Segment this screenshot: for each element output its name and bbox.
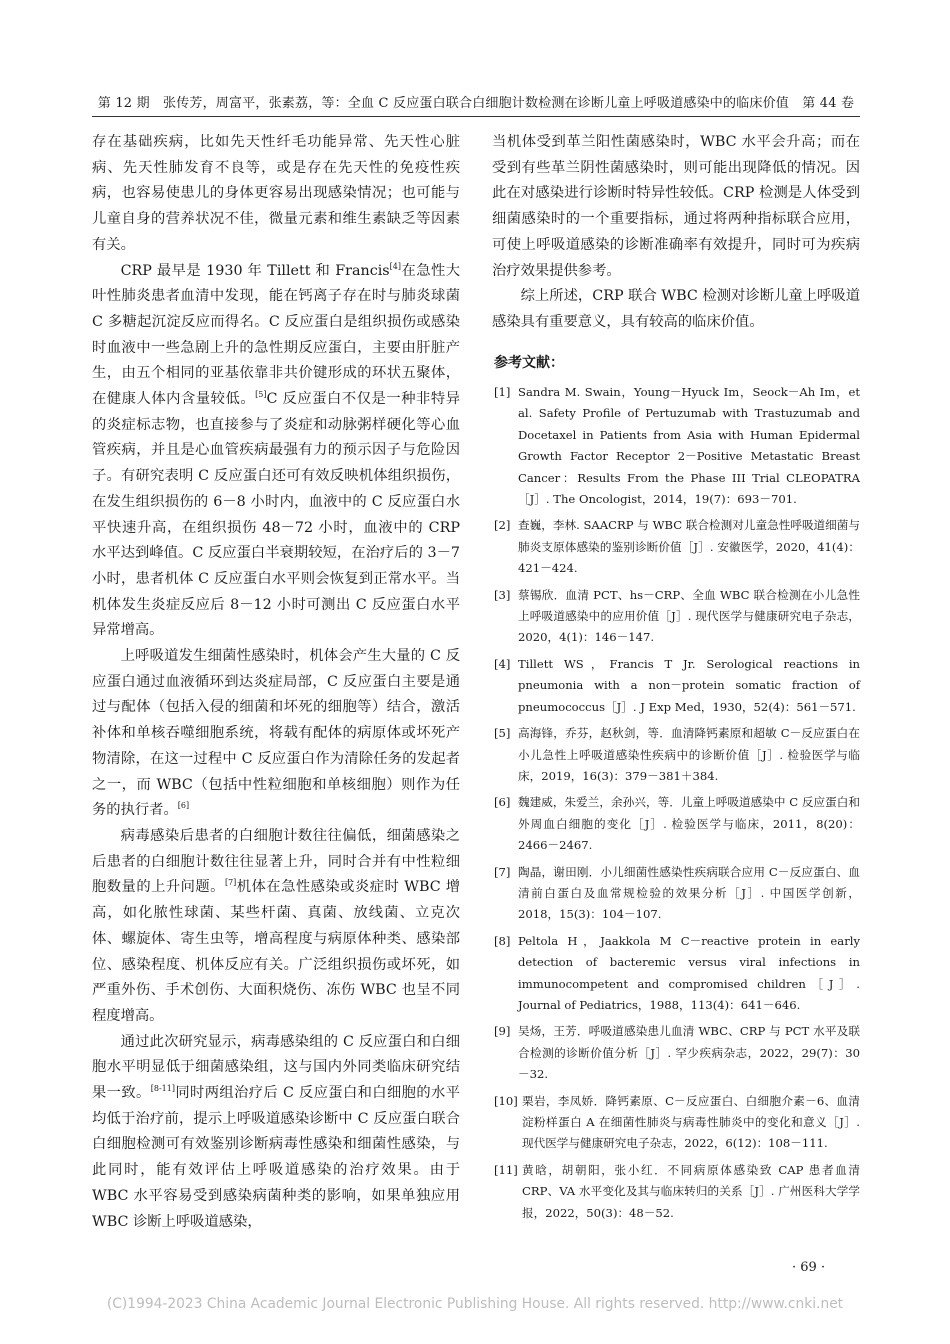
reference-item xyxy=(494,862,860,926)
reference-number: [3] xyxy=(494,587,511,602)
reference-text: Peltola H，Jaakkola M C－reactive protein in early detection of bacteremic versus viral infections in immunocompetent and compromised children［J］. Journal of Pediatrics，1988，113(4)：641－646. xyxy=(518,933,860,1012)
reference-number: [4] xyxy=(494,656,511,671)
body-paragraph xyxy=(92,824,460,1030)
citation: [6] xyxy=(177,801,190,811)
text-span: 机体在急性感染或炎症时 WBC 增高，如化脓性球菌、某些杆菌、真菌、放线菌、立克次体、螺旋体、寄生虫等，增高程度与病原体种类、感染部位、感染程度、机体反应有关。广泛组织损伤或坏死，如严重外伤、手术创伤、大面积烧伤、冻伤 WBC 也呈不同程度增高。 xyxy=(92,879,461,1024)
reference-number: [10] xyxy=(494,1093,518,1108)
text-span: CRP 最早是 1930 年 Tillett 和 Francis xyxy=(120,262,390,279)
text-span: 病毒感染后患者的白细胞计数往往偏低，细菌感染之后患者的白细胞计数往往显著上升，同时合并有中性粒细胞数量的上升问题。 xyxy=(92,827,460,896)
reference-item xyxy=(494,382,860,510)
reference-text: 蔡锡欣．血清 PCT、hs－CRP、全血 WBC 联合检测在小儿急性上呼吸道感染中的应用价值［J］. 现代医学与健康研究电子杂志，2020，4(1)：146－147. xyxy=(518,587,860,645)
reference-number: [5] xyxy=(494,726,511,741)
body-paragraph: 存在基础疾病，比如先天性纤毛功能异常、先天性心脏病、先天性肺发育不良等，或是存在先天性的免疫性疾病，也容易使患儿的身体更容易出现感染情况；也可能与儿童自身的营养状况不佳，微量元素和维生素缺乏等因素有关。 xyxy=(92,134,460,253)
reference-number: [7] xyxy=(494,864,511,879)
reference-number: [9] xyxy=(494,1024,511,1039)
reference-number: [8] xyxy=(494,933,511,948)
reference-text: 吴炀，王芳．呼吸道感染患儿血清 WBC、CRP 与 PCT 水平及联合检测的诊断价值分析［J］. 罕少疾病杂志，2022，29(7)：30－32. xyxy=(518,1024,860,1082)
citation: [7] xyxy=(224,878,237,888)
body-paragraph xyxy=(92,644,460,824)
text-span: 通过此次研究显示，病毒感染组的 C 反应蛋白和白细胞水平明显低于细菌感染组，这与国内外同类临床研究结果一致。 xyxy=(92,1033,460,1102)
reference-text: 高海锋，乔芬，赵秋剑，等．血清降钙素原和超敏 C－反应蛋白在小儿急性上呼吸道感染性疾病中的诊断价值［J］. 检验医学与临床，2019，16(3)：379－381＋384. xyxy=(518,726,860,783)
references-title: 参考文献： xyxy=(494,355,564,371)
body-paragraph xyxy=(92,259,460,645)
text-span: C 反应蛋白不仅是一种非特异的炎症标志物，也直接参与了炎症和动脉粥样硬化等心血管疾病，并且是心血管疾病最强有力的预示因子与危险因子。有研究表明 C 反应蛋白还可有效反映机体组织损伤，在发生组织损伤的 6－8 小时内，血液中的 C 反应蛋白水平快速升高，在组织损伤 48－72 小时，血液中的 CRP 水平达到峰值。C 反应蛋白半衰期较短，在治疗后的 3－7 小时，患者机体 C 反应蛋白水平则会恢复到正常水平。当机体发生炎症反应后 8－12 小时可测出 C 反应蛋白水平异常增高。 xyxy=(92,391,461,639)
reference-number: [2] xyxy=(494,518,511,533)
running-header: 第 12 期 张传芳，周富平，张素荔，等：全血 C 反应蛋白联合白细胞计数检测在诊断儿童上呼吸道感染中的临床价值 第 44 卷 xyxy=(97,96,855,111)
reference-number: [6] xyxy=(494,795,511,810)
text-span: 同时两组治疗后 C 反应蛋白和白细胞的水平均低于治疗前，提示上呼吸道感染诊断中 C 反应蛋白联合白细胞检测可有效鉴别诊断病毒性感染和细菌性感染，与此同时，能有效评估上呼吸道感染的治疗效果。由于 WBC 水平容易受到感染病菌种类的影响，如果单独应用 WBC 诊断上呼吸道感染， xyxy=(92,1085,461,1230)
text-span: 在急性大叶性肺炎患者血清中发现，能在钙离子存在时与肺炎球菌 C 多糖起沉淀反应而得名。C 反应蛋白是组织损伤或感染时血液中一些急剧上升的急性期反应蛋白，主要由肝脏产生，由五个相同的亚基依靠非共价键形成的环状五聚体，在健康人体内含量较低。 xyxy=(92,262,460,408)
text-span: 上呼吸道发生细菌性感染时，机体会产生大量的 C 反应蛋白通过血液循环到达炎症局部，C 反应蛋白主要是通过与配体（包括入侵的细菌和坏死的细胞等）结合，激活补体和单核吞噬细胞系统，将载有配体的病原体或坏死产物清除，在这一过程中 C 反应蛋白作为清除任务的发起者之一，而 WBC（包括中性粒细胞和单核细胞）则作为任务的执行者。 xyxy=(92,648,460,819)
reference-text: 陶晶，谢田刚．小儿细菌性感染性疾病联合应用 C－反应蛋白、血清前白蛋白及血常规检验的效果分析［J］. 中国医学创新，2018，15(3)：104－107. xyxy=(518,864,860,922)
reference-text: Tillett WS，Francis T Jr. Serological reactions in pneumonia with a non－protein somatic fraction of pneumococcus［J］. J Exp Med，1930，52(4)：561－571. xyxy=(518,656,860,714)
reference-text: 魏建威，朱爱兰，余孙兴，等．儿童上呼吸道感染中 C 反应蛋白和外周血白细胞的变化［J］. 检验医学与临床，2011，8(20)：2466－2467. xyxy=(518,795,860,853)
reference-item xyxy=(494,931,860,1017)
left-column xyxy=(92,130,460,1235)
page-number: · 69 · xyxy=(792,1260,826,1275)
reference-text: 黄晗，胡朝阳，张小红．不同病原体感染致 CAP 患者血清 CRP、VA 水平变化及其与临床转归的关系［J］. 广州医科大学学报，2022，50(3)：48－52. xyxy=(522,1162,860,1220)
reference-text: 栗岩，李凤娇．降钙素原、C－反应蛋白、白细胞介素－6、血清淀粉样蛋白 A 在细菌性肺炎与病毒性肺炎中的变化和意义［J］. 现代医学与健康研究电子杂志，2022，6(12)：108－111. xyxy=(522,1093,860,1151)
reference-item xyxy=(494,515,860,579)
right-column xyxy=(492,130,860,336)
reference-number: [11] xyxy=(494,1162,518,1177)
reference-item xyxy=(494,1021,860,1085)
reference-text: 查巍，李林. SAACRP 与 WBC 联合检测对儿童急性呼吸道细菌与肺炎支原体感染的鉴别诊断价值［J］. 安徽医学，2020，41(4)：421－424. xyxy=(518,518,860,576)
reference-item xyxy=(494,792,860,856)
reference-item xyxy=(494,585,860,649)
reference-item xyxy=(494,654,860,718)
reference-item xyxy=(494,723,860,787)
copyright-footer: (C)1994-2023 China Academic Journal Electronic Publishing House. All rights reserved. http://www.cnki.net xyxy=(106,1296,844,1312)
reference-list xyxy=(494,382,860,1229)
reference-text: Sandra M. Swain，Young－Hyuck Im，Seock－Ah Im，et al. Safety Profile of Pertuzumab with Trastuzumab and Docetaxel in Patients from Asia with Human Epidermal Growth Factor Receptor 2－Positive Metastatic Breast Cancer：Results From the Phase III Trial CLEOPATRA［J］. The Oncologist，2014，19(7)：693－701. xyxy=(518,385,860,507)
citation: [5] xyxy=(255,390,267,400)
reference-item xyxy=(494,1091,860,1155)
body-paragraph xyxy=(92,1030,460,1236)
reference-number: [1] xyxy=(494,385,511,399)
citation: [8-11] xyxy=(150,1084,175,1094)
header-rule xyxy=(92,116,860,117)
reference-item xyxy=(494,1160,860,1224)
body-paragraph: 综上所述，CRP 联合 WBC 检测对诊断儿童上呼吸道感染具有重要意义，具有较高的临床价值。 xyxy=(492,288,860,330)
citation: [4] xyxy=(389,261,401,271)
body-paragraph: 当机体受到革兰阳性菌感染时，WBC 水平会升高；而在受到有些革兰阴性菌感染时，则可能出现降低的情况。因此在对感染进行诊断时特异性较低。CRP 检测是人体受到细菌感染时的一个重要指标，通过将两种指标联合应用，可使上呼吸道感染的诊断准确率有效提升，同时可为疾病治疗效果提供参考。 xyxy=(492,134,860,279)
